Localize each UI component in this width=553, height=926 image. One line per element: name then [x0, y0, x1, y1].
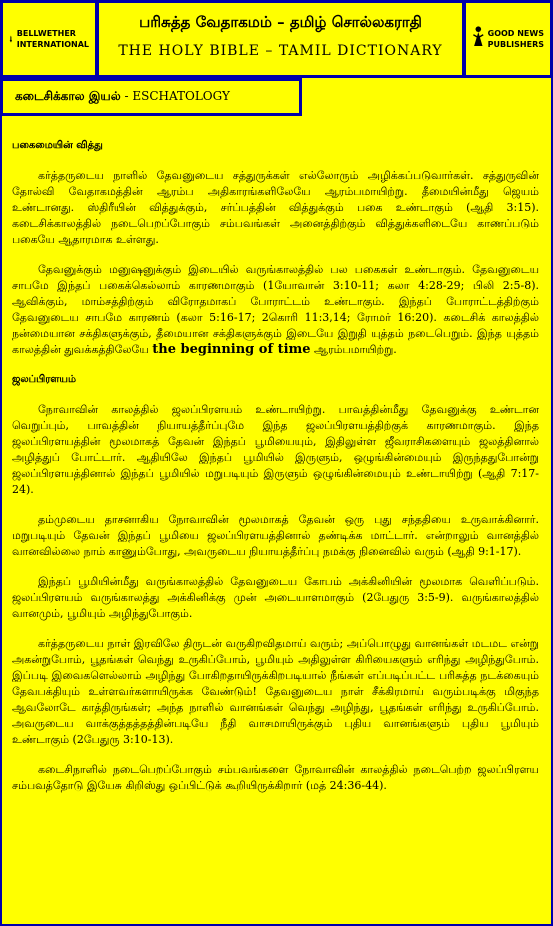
article-body	[12, 128, 539, 808]
title-box	[96, 0, 465, 78]
section-title-separator: -	[120, 89, 133, 103]
paragraph: கர்த்தருடைய நாளில் தேவனுடைய சத்துருக்கள் எல்லோரும் அழிக்கப்படுவார்கள். சத்துருவின் தோல்வி வேதாகமத்தின் ஆரம்ப அதிகாரங்களிலேயே ஆரம்பமாயிற்று. தீமையின்மீது ஜெயம் உண்டானது. ஸ்திரீயின் வித்துக்கும், சர்ப்பத்தின் வித்துக்கும் பகை உண்டாகும் (ஆதி 3:15). கடைசிக்காலத்தில் நடைபெறப்போகும் சம்பவங்கள் அனைத்திற்கும் வித்துக்களிடையே காணப்படும் பகையே ஆதாரமாக உள்ளது.	[12, 169, 539, 246]
paragraph: கடைசிநாளில் நடைபெறப்போகும் சம்பவங்களை நோவாவின் காலத்தில் நடைபெற்ற ஜலப்பிரளய சம்பவத்தோடு இயேசு கிறிஸ்து ஒப்பிட்டுக் கூறியிருக்கிறார் (மத் 24:36-44).	[12, 763, 539, 792]
logo-right-line2: PUBLISHERS	[487, 40, 544, 49]
paragraph-text: தேவனுக்கும் மனுஷனுக்கும் இடையில் வருங்காலத்தில் பல பகைகள் உண்டாகும். தேவனுடைய சாபமே இந்தப் பகைக்கெல்லாம் காரணமாகும் (1யோவான் 3:10-11; கலா 4:28-29; பிலி 2:5-8). ஆவிக்கும், மாம்சத்திற்கும் விரோதமாகப் போராட்டம் உண்டாகும். இந்தப் போராட்டத்திற்கும் தேவனுடைய சாபமே காரணம் (கலா 5:16-17; 2கொரி 11:3,14; ரோமர் 16:20). கடைசிக் காலத்தில் நன்மையான சக்திகளுக்கும், தீமையான சக்திகளுக்கும் இடையே இறுதி யுத்தம் நடைபெறும். இந்த யுத்தம் காலத்தின் துவக்கத்திலேயே	[12, 263, 539, 356]
paragraph: நோவாவின் காலத்தில் ஜலப்பிரளயம் உண்டாயிற்று. பாவத்தின்மீது தேவனுக்கு உண்டான வெறுப்பும், பாவத்தின் நியாயத்தீர்ப்புமே இந்த ஜலப்பிரளயத்திற்குக் காரணமாகும். இந்த ஜலப்பிரளயத்தின் மூலமாகத் தேவன் இந்தப் பூமியையும், இதிலுள்ள ஜீவராசிகளையும் ஜலத்தினால் அழித்துப் போட்டார். ஆதியிலே இந்தப் பூமியில் இருளும், ஒழுங்கின்மையும் இருந்ததுபோன்று ஜலப்பிரளயத்தினால் இந்தப் பூமியில் மறுபடியும் இருளும் ஒழுங்கின்மையும் உண்டாயிற்று (ஆதி 7:17-24).	[12, 403, 539, 496]
paragraph	[12, 262, 539, 358]
section-title-english: ESCHATOLOGY	[132, 89, 230, 103]
angel-icon	[472, 19, 485, 59]
paragraph: தம்முடைய தாசனாகிய நோவாவின் மூலமாகத் தேவன் ஒரு புது சந்ததியை உருவாக்கினார். மறுபடியும் தேவன் இந்தப் பூமியை ஜலப்பிரளயத்தினால் தண்டிக்க மாட்டார். என்றாலும் வானத்தில் வானவில்லை நாம் காணும்போது, அவருடைய நியாயத்தீர்ப்பு நமக்கு நினைவில் வரும் (ஆதி 9:1-17).	[12, 513, 539, 558]
section-title-tamil: கடைசிக்கால இயல்	[15, 89, 121, 103]
bellwether-logo	[0, 0, 98, 78]
paragraph-text-end: ஆரம்பமாயிற்று.	[310, 343, 397, 356]
logo-left-line2: INTERNATIONAL	[16, 40, 89, 49]
bell-icon	[9, 17, 13, 61]
paragraph: கர்த்தருடைய நாள் இரவிலே திருடன் வருகிறவிதமாய் வரும்; அப்பொழுது வானங்கள் மடமட என்று அகன்றுபோம், பூதங்கள் வெந்து உருகிப்போம், பூமியும் அதிலுள்ள கிரியைகளும் எரிந்து அழிந்துபோம். இப்படி இவைகளெல்லாம் அழிந்து போகிறதாயிருக்கிறபடியால் நீங்கள் எப்படிப்பட்ட பரிசுத்த நடக்கையும் தேவபக்தியும் உள்ளவர்களாயிருக்க வேண்டும்! தேவனுடைய நாள் சீக்கிரமாய் வரும்படிக்கு மிகுந்த ஆவலோடே காத்திருங்கள்; அந்த நாளில் வானங்கள் வெந்து அழிந்து, பூதங்கள் எரிந்து உருகிப்போம். அவருடைய வாக்குத்தத்தத்தின்படியே நீதி வாசமாயிருக்கும் புதிய வானங்களும் புதிய பூமியும் உண்டாகும் (2பேதுரு 3:10-13).	[12, 637, 539, 746]
logo-left-line1: BELLWETHER	[16, 29, 76, 38]
section-heading: ஜலப்பிரளயம்	[12, 374, 77, 385]
section-heading: பகைமையின் வித்து	[12, 140, 103, 151]
emphasis-phrase: the beginning of time	[152, 342, 311, 357]
title-english: THE HOLY BIBLE – TAMIL DICTIONARY	[118, 43, 443, 59]
title-tamil: பரிசுத்த வேதாகமம் – தமிழ் சொல்லகராதி	[139, 13, 422, 31]
header	[0, 0, 553, 78]
paragraph: இந்தப் பூமியின்மீது வருங்காலத்தில் தேவனுடைய கோபம் அக்கினியின் மூலமாக வெளிப்படும். ஜலப்பிரளயம் வருங்காலத்து அக்கினிக்கு முன் அடையாளமாகும் (2பேதுரு 3:5-9). வருங்காலத்தில் வானமும், பூமியும் அழிந்துபோகும்.	[12, 575, 539, 620]
section-title	[0, 78, 302, 116]
logo-right-line1: GOOD NEWS	[487, 29, 544, 38]
good-news-logo	[463, 0, 553, 78]
